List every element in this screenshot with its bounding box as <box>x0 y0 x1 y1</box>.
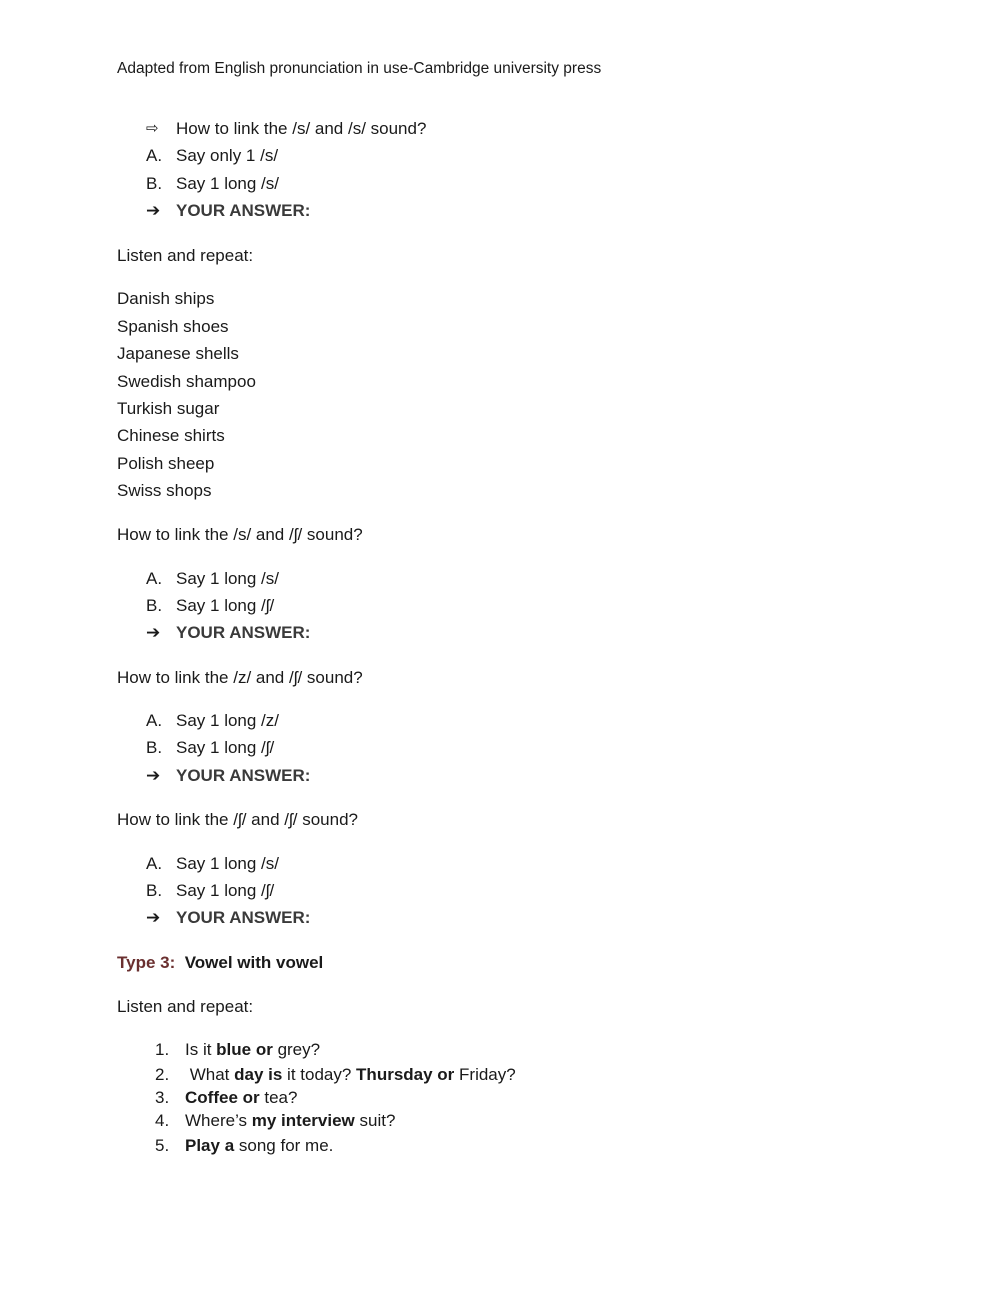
option-letter: B. <box>146 596 163 615</box>
type-3-label: Type 3: <box>117 953 176 972</box>
linked-words: Thursday or <box>356 1065 455 1084</box>
phrase-item: Danish ships <box>117 289 215 308</box>
option-letter: A. <box>146 146 163 165</box>
option-letter: B. <box>146 738 163 757</box>
your-answer-field[interactable]: YOUR ANSWER: <box>176 623 311 642</box>
hollow-arrow-icon: ⇨ <box>146 120 159 137</box>
option-text: Say 1 long /ʃ/ <box>176 596 275 615</box>
option-text: Say 1 long /s/ <box>176 854 280 873</box>
option-text: Say 1 long /s/ <box>176 174 280 193</box>
option-letter: A. <box>146 569 163 588</box>
your-answer-field[interactable]: YOUR ANSWER: <box>176 908 311 927</box>
solid-arrow-icon: ➔ <box>146 201 161 220</box>
linked-words: day is <box>234 1065 283 1084</box>
sentence-text: Is it <box>185 1040 217 1059</box>
type-3-heading <box>117 953 323 973</box>
sentence-number: 2. <box>155 1065 170 1084</box>
option-text: Say only 1 /s/ <box>176 146 279 165</box>
question-2: How to link the /s/ and /ʃ/ sound? <box>117 525 363 544</box>
phrase-item: Japanese shells <box>117 344 239 363</box>
option-text: Say 1 long /ʃ/ <box>176 738 275 757</box>
sentence-number: 3. <box>155 1088 170 1107</box>
sentence-item <box>185 1111 395 1131</box>
solid-arrow-icon: ➔ <box>146 766 161 785</box>
sentence-number: 4. <box>155 1111 170 1130</box>
sentence-text: What <box>185 1065 235 1084</box>
phrase-item: Swiss shops <box>117 481 212 500</box>
document-source-note: Adapted from English pronunciation in use-Cambridge university press <box>117 60 602 77</box>
linked-words: blue or <box>216 1040 273 1059</box>
listen-instruction: Listen and repeat: <box>117 997 254 1016</box>
phrase-item: Polish sheep <box>117 454 215 473</box>
phrase-item: Turkish sugar <box>117 399 220 418</box>
sentence-text: suit? <box>354 1111 396 1130</box>
sentence-item <box>185 1040 320 1060</box>
option-text: Say 1 long /z/ <box>176 711 280 730</box>
option-letter: A. <box>146 711 163 730</box>
question-4: How to link the /ʃ/ and /ʃ/ sound? <box>117 810 358 829</box>
sentence-text: Friday? <box>454 1065 516 1084</box>
linked-words: my interview <box>251 1111 355 1130</box>
phrase-item: Swedish shampoo <box>117 372 256 391</box>
option-letter: A. <box>146 854 163 873</box>
solid-arrow-icon: ➔ <box>146 908 161 927</box>
solid-arrow-icon: ➔ <box>146 623 161 642</box>
phrase-item: Chinese shirts <box>117 426 225 445</box>
linked-words: Play a <box>185 1136 235 1155</box>
sentence-item <box>185 1136 333 1156</box>
sentence-text: tea? <box>259 1088 298 1107</box>
sentence-number: 5. <box>155 1136 170 1155</box>
sentence-text: grey? <box>272 1040 321 1059</box>
listen-instruction: Listen and repeat: <box>117 246 254 265</box>
phrase-item: Spanish shoes <box>117 317 229 336</box>
option-text: Say 1 long /s/ <box>176 569 280 588</box>
sentence-item <box>185 1088 297 1108</box>
your-answer-field[interactable]: YOUR ANSWER: <box>176 766 311 785</box>
sentence-number: 1. <box>155 1040 170 1059</box>
sentence-text: Where’s <box>185 1111 252 1130</box>
option-letter: B. <box>146 881 163 900</box>
sentence-text: song for me. <box>234 1136 334 1155</box>
question-3: How to link the /z/ and /ʃ/ sound? <box>117 668 363 687</box>
type-3-title: Vowel with vowel <box>184 953 324 972</box>
sentence-text: it today? <box>282 1065 357 1084</box>
option-letter: B. <box>146 174 163 193</box>
your-answer-field[interactable]: YOUR ANSWER: <box>176 201 311 220</box>
sentence-item <box>185 1065 516 1085</box>
linked-words: Coffee or <box>185 1088 260 1107</box>
question-1: How to link the /s/ and /s/ sound? <box>176 119 427 138</box>
option-text: Say 1 long /ʃ/ <box>176 881 275 900</box>
